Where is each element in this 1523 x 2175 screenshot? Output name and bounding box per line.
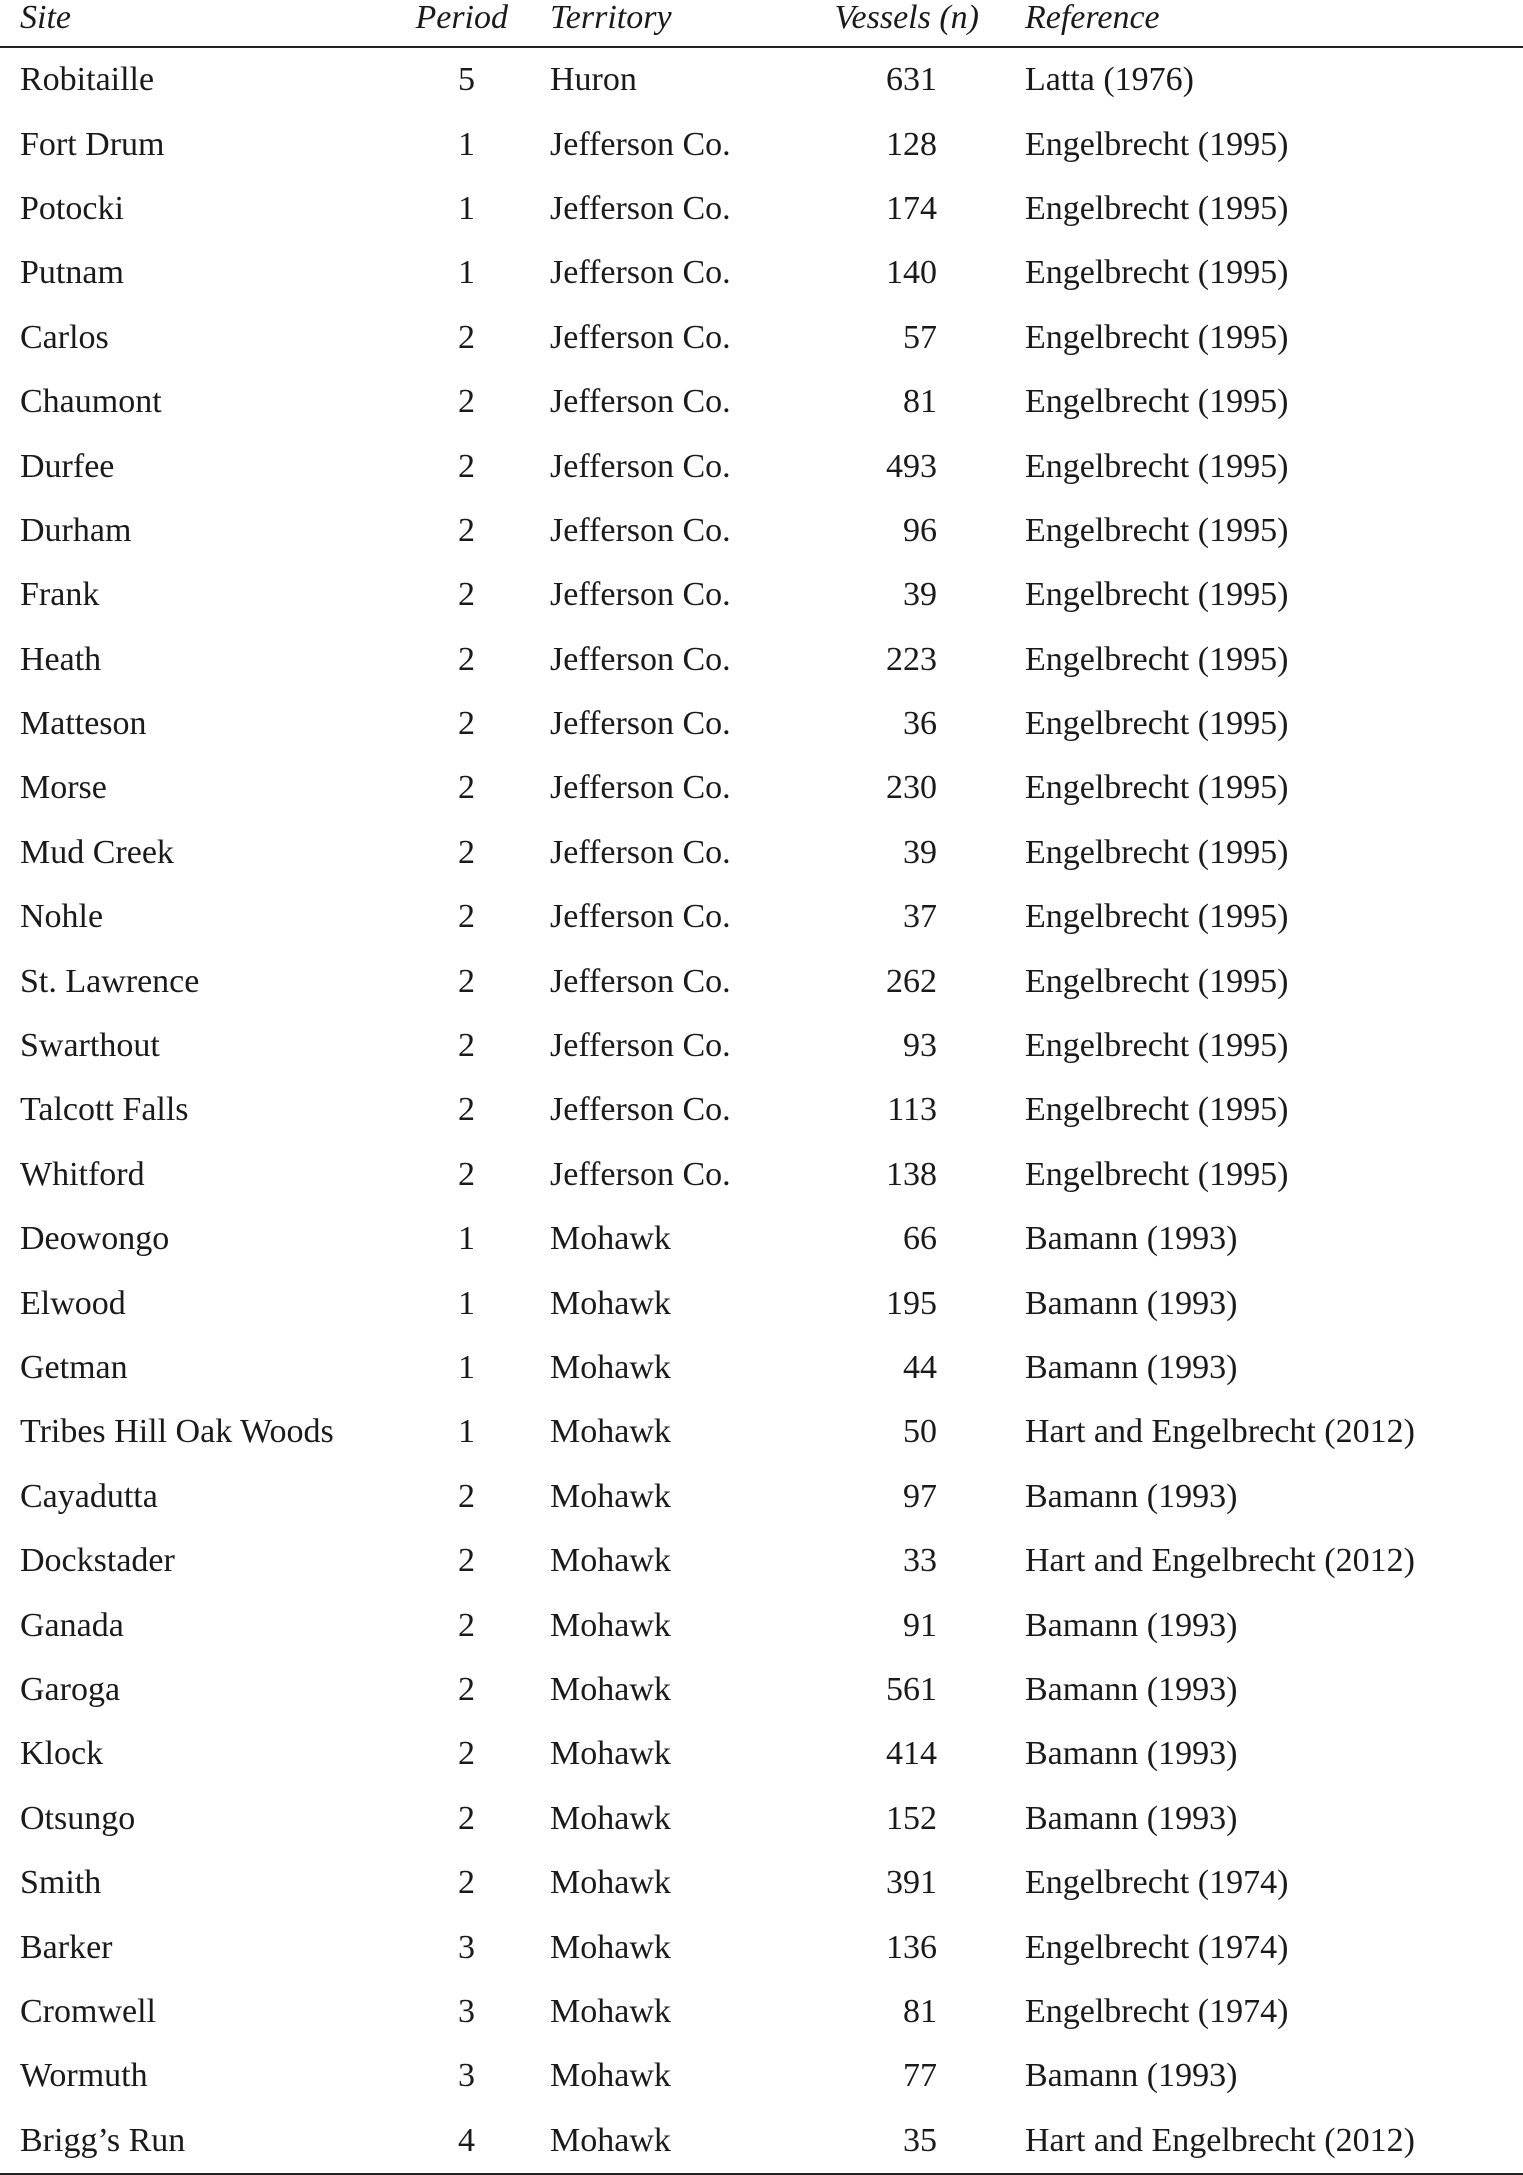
cell-period: 2 [458, 1027, 475, 1065]
cell-territory: Jefferson Co. [550, 1091, 731, 1129]
table-row [0, 1271, 1523, 1335]
cell-territory: Jefferson Co. [550, 898, 731, 936]
cell-site: Frank [20, 576, 100, 614]
cell-vessels: 174 [886, 189, 937, 227]
table-row [0, 241, 1523, 305]
cell-vessels: 223 [886, 640, 937, 678]
cell-reference: Hart and Engelbrecht (2012) [985, 2109, 1523, 2174]
cell-site: Putnam [20, 254, 124, 292]
cell-period: 1 [458, 1349, 475, 1386]
table-row [0, 1787, 1523, 1851]
cell-vessels: 77 [903, 2057, 937, 2095]
cell-reference: Engelbrecht (1995) [1025, 898, 1289, 936]
cell-site: Mud Creek [20, 833, 174, 871]
cell-reference: Engelbrecht (1974) [1025, 1864, 1289, 1902]
cell-site: Durfee [20, 447, 115, 485]
cell-period: 2 [458, 962, 475, 1000]
column-header-site: Site [0, 0, 395, 47]
cell-territory: Mohawk [550, 1864, 671, 1902]
cell-site: Potocki [20, 189, 124, 227]
cell-vessels: 93 [903, 1027, 937, 1065]
cell-reference: Engelbrecht (1995) [1025, 254, 1289, 292]
cell-site: Dockstader [20, 1542, 175, 1580]
table-row [0, 1593, 1523, 1657]
cell-site: Talcott Falls [20, 1091, 189, 1129]
cell-vessels: 81 [903, 1992, 937, 2030]
table-row [0, 434, 1523, 498]
table-row [0, 756, 1523, 820]
cell-vessels: 33 [903, 1542, 937, 1580]
cell-territory: Jefferson Co. [550, 318, 731, 356]
cell-territory: Jefferson Co. [550, 705, 731, 743]
cell-site: Barker [20, 1928, 113, 1966]
cell-territory: Jefferson Co. [550, 511, 731, 549]
cell-vessels: 97 [903, 1477, 937, 1515]
cell-period: 2 [458, 898, 475, 936]
cell-period: 2 [458, 1864, 475, 1902]
cell-period: 1 [458, 1284, 475, 1322]
cell-site: Otsungo [20, 1799, 136, 1837]
table-row [0, 1143, 1523, 1207]
cell-reference: Engelbrecht (1995) [1025, 383, 1289, 421]
cell-territory: Mohawk [550, 1220, 671, 1258]
cell-site: Heath [20, 640, 102, 678]
cell-period: 1 [458, 189, 475, 227]
cell-site: Swarthout [20, 1027, 160, 1065]
table-row [0, 1722, 1523, 1786]
cell-reference: Hart and Engelbrecht (2012) [1025, 1413, 1415, 1451]
cell-reference: Engelbrecht (1995) [1025, 1091, 1289, 1129]
cell-period: 2 [458, 576, 475, 614]
cell-reference: Engelbrecht (1995) [1025, 769, 1289, 807]
cell-period: 2 [458, 1091, 475, 1129]
table-row [0, 1014, 1523, 1078]
cell-territory: Mohawk [550, 1735, 671, 1773]
cell-reference: Hart and Engelbrecht (2012) [1025, 1542, 1415, 1580]
table-row [0, 499, 1523, 563]
cell-reference: Engelbrecht (1974) [1025, 1928, 1289, 1966]
cell-period: 5 [458, 61, 475, 99]
cell-period: 2 [458, 318, 475, 356]
column-header-reference: Reference [985, 0, 1523, 47]
cell-territory: Mohawk [518, 2109, 790, 2174]
cell-territory: Mohawk [550, 1284, 671, 1322]
table-row [0, 628, 1523, 692]
cell-period: 2 [458, 769, 475, 807]
table-row [0, 885, 1523, 949]
column-header-territory: Territory [518, 0, 790, 47]
cell-reference: Engelbrecht (1995) [1025, 576, 1289, 614]
cell-site: Klock [20, 1735, 104, 1773]
cell-period: 2 [458, 383, 475, 421]
cell-territory: Mohawk [550, 2057, 671, 2095]
cell-site: Getman [20, 1349, 128, 1386]
cell-period: 4 [395, 2109, 518, 2174]
header-row [0, 0, 1523, 47]
cell-vessels: 37 [903, 898, 937, 936]
table-row [0, 563, 1523, 627]
cell-site: Nohle [20, 898, 104, 936]
cell-period: 2 [458, 1542, 475, 1580]
cell-site: Ganada [20, 1606, 124, 1644]
column-header-period: Period [395, 0, 518, 47]
cell-reference: Bamann (1993) [1025, 2057, 1238, 2095]
cell-site: Carlos [20, 318, 109, 356]
cell-period: 1 [458, 1220, 475, 1258]
cell-reference: Engelbrecht (1974) [1025, 1992, 1289, 2030]
table-row [0, 821, 1523, 885]
cell-period: 2 [458, 511, 475, 549]
cell-reference: Bamann (1993) [1025, 1477, 1238, 1515]
cell-reference: Engelbrecht (1995) [1025, 962, 1289, 1000]
cell-vessels: 230 [886, 769, 937, 807]
cell-vessels: 35 [790, 2109, 985, 2174]
cell-period: 1 [458, 1413, 475, 1451]
cell-vessels: 195 [886, 1284, 937, 1322]
cell-site: Fort Drum [20, 125, 165, 163]
cell-site: Cromwell [20, 1992, 156, 2030]
cell-reference: Bamann (1993) [1025, 1799, 1238, 1837]
cell-territory: Jefferson Co. [550, 254, 731, 292]
cell-territory: Mohawk [550, 1992, 671, 2030]
cell-reference: Engelbrecht (1995) [1025, 189, 1289, 227]
cell-vessels: 262 [886, 962, 937, 1000]
cell-reference: Bamann (1993) [1025, 1349, 1238, 1386]
cell-vessels: 39 [903, 576, 937, 614]
cell-territory: Jefferson Co. [550, 447, 731, 485]
cell-vessels: 50 [903, 1413, 937, 1451]
cell-site: Brigg’s Run [0, 2109, 395, 2174]
table-row [0, 177, 1523, 241]
cell-vessels: 57 [903, 318, 937, 356]
cell-territory: Jefferson Co. [550, 962, 731, 1000]
table-row [0, 1336, 1523, 1400]
cell-vessels: 36 [903, 705, 937, 743]
table-row [0, 1658, 1523, 1722]
cell-territory: Jefferson Co. [550, 833, 731, 871]
cell-reference: Engelbrecht (1995) [1025, 640, 1289, 678]
cell-period: 2 [458, 1799, 475, 1837]
cell-territory: Jefferson Co. [550, 640, 731, 678]
cell-reference: Bamann (1993) [1025, 1284, 1238, 1322]
cell-vessels: 138 [886, 1155, 937, 1193]
cell-period: 1 [458, 125, 475, 163]
cell-period: 2 [458, 1155, 475, 1193]
table-row [0, 1207, 1523, 1271]
table-row [0, 1400, 1523, 1464]
cell-territory: Jefferson Co. [550, 125, 731, 163]
cell-period: 2 [458, 447, 475, 485]
cell-site: Durham [20, 511, 132, 549]
cell-period: 1 [458, 254, 475, 292]
cell-territory: Mohawk [550, 1477, 671, 1515]
cell-reference: Bamann (1993) [1025, 1670, 1238, 1708]
cell-reference: Bamann (1993) [1025, 1735, 1238, 1773]
cell-site: Deowongo [20, 1220, 170, 1258]
cell-territory: Jefferson Co. [550, 1027, 731, 1065]
table-row [0, 306, 1523, 370]
cell-reference: Latta (1976) [1025, 61, 1194, 99]
cell-site: Garoga [20, 1670, 121, 1708]
table-body [0, 47, 1523, 2174]
cell-vessels: 113 [887, 1091, 937, 1129]
cell-site: Tribes Hill Oak Woods [20, 1413, 334, 1451]
table-row [0, 1915, 1523, 1979]
table-row [0, 47, 1523, 112]
cell-site: Chaumont [20, 383, 162, 421]
cell-reference: Engelbrecht (1995) [1025, 125, 1289, 163]
cell-vessels: 81 [903, 383, 937, 421]
cell-territory: Jefferson Co. [550, 769, 731, 807]
cell-territory: Jefferson Co. [550, 383, 731, 421]
cell-vessels: 91 [903, 1606, 937, 1644]
table-row [0, 2109, 1523, 2174]
cell-site: Elwood [20, 1284, 126, 1322]
cell-territory: Mohawk [550, 1542, 671, 1580]
cell-vessels: 128 [886, 125, 937, 163]
cell-reference: Bamann (1993) [1025, 1606, 1238, 1644]
cell-territory: Huron [550, 61, 637, 99]
cell-period: 3 [458, 1928, 475, 1966]
cell-site: St. Lawrence [20, 962, 200, 1000]
cell-reference: Bamann (1993) [1025, 1220, 1238, 1258]
cell-reference: Engelbrecht (1995) [1025, 511, 1289, 549]
cell-period: 2 [458, 640, 475, 678]
cell-reference: Engelbrecht (1995) [1025, 705, 1289, 743]
cell-territory: Mohawk [550, 1928, 671, 1966]
cell-territory: Jefferson Co. [550, 189, 731, 227]
table-row [0, 2044, 1523, 2108]
cell-period: 2 [458, 705, 475, 743]
cell-reference: Engelbrecht (1995) [1025, 833, 1289, 871]
table-row [0, 949, 1523, 1013]
cell-period: 2 [458, 1606, 475, 1644]
cell-vessels: 414 [886, 1735, 937, 1773]
cell-reference: Engelbrecht (1995) [1025, 318, 1289, 356]
cell-vessels: 140 [886, 254, 937, 292]
cell-territory: Jefferson Co. [550, 576, 731, 614]
cell-territory: Mohawk [550, 1606, 671, 1644]
cell-vessels: 631 [886, 61, 937, 99]
table-row [0, 1529, 1523, 1593]
cell-vessels: 44 [903, 1349, 937, 1386]
cell-territory: Mohawk [550, 1799, 671, 1837]
cell-territory: Mohawk [550, 1413, 671, 1451]
cell-period: 2 [458, 833, 475, 871]
cell-site: Robitaille [20, 61, 155, 99]
column-header-vessels: Vessels (n) [790, 0, 985, 47]
cell-site: Cayadutta [20, 1477, 158, 1515]
cell-period: 3 [458, 1992, 475, 2030]
cell-site: Smith [20, 1864, 102, 1902]
cell-vessels: 39 [903, 833, 937, 871]
cell-period: 2 [458, 1670, 475, 1708]
cell-reference: Engelbrecht (1995) [1025, 447, 1289, 485]
cell-vessels: 96 [903, 511, 937, 549]
table-row [0, 1980, 1523, 2044]
cell-vessels: 136 [886, 1928, 937, 1966]
cell-reference: Engelbrecht (1995) [1025, 1027, 1289, 1065]
cell-reference: Engelbrecht (1995) [1025, 1155, 1289, 1193]
cell-period: 2 [458, 1735, 475, 1773]
cell-territory: Mohawk [550, 1670, 671, 1708]
table-row [0, 1465, 1523, 1529]
cell-territory: Jefferson Co. [550, 1155, 731, 1193]
table-row [0, 112, 1523, 176]
table-row [0, 1851, 1523, 1915]
table-row [0, 1078, 1523, 1142]
cell-vessels: 561 [886, 1670, 937, 1708]
cell-site: Wormuth [20, 2057, 148, 2095]
cell-territory: Mohawk [550, 1349, 671, 1386]
table-row [0, 692, 1523, 756]
cell-site: Morse [20, 769, 107, 807]
cell-period: 2 [458, 1477, 475, 1515]
cell-vessels: 66 [903, 1220, 937, 1258]
cell-vessels: 493 [886, 447, 937, 485]
cell-site: Whitford [20, 1155, 145, 1193]
cell-vessels: 152 [886, 1799, 937, 1837]
table-row [0, 370, 1523, 434]
cell-site: Matteson [20, 705, 147, 743]
cell-vessels: 391 [886, 1864, 937, 1902]
table-header [0, 0, 1523, 47]
cell-period: 3 [458, 2057, 475, 2095]
